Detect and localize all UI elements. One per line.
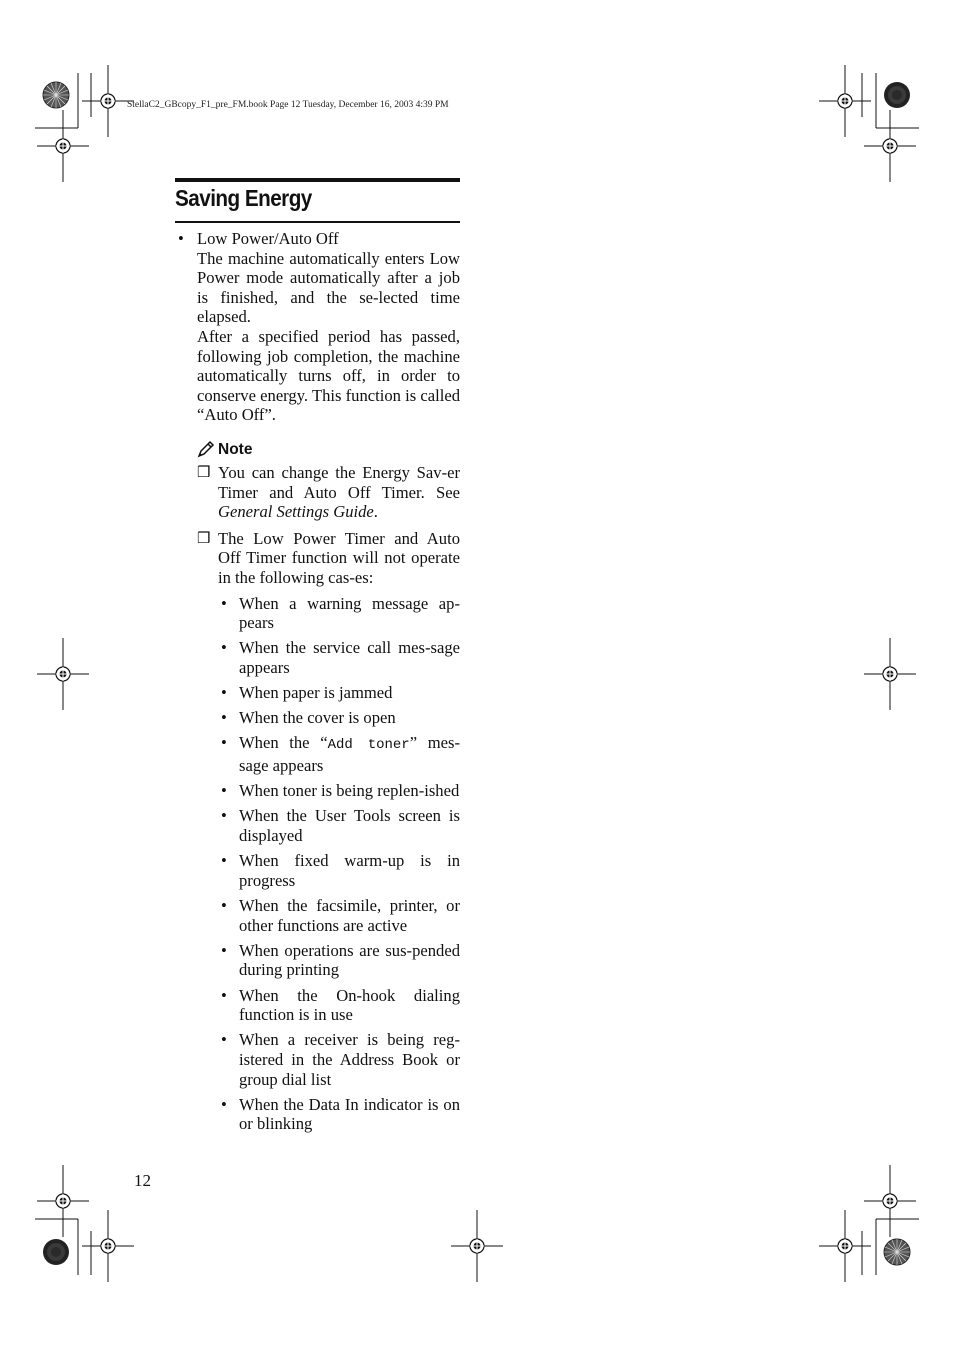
- bullet-dot: •: [221, 1094, 227, 1114]
- note-heading: [176, 439, 460, 461]
- case-text-end: ” mes-sage appears: [239, 733, 460, 776]
- list-item: [218, 594, 460, 633]
- list-item: [218, 941, 460, 980]
- list-item: [218, 896, 460, 935]
- bullet-dot: •: [221, 781, 227, 801]
- page-content: [176, 229, 460, 1139]
- case-text: When the User Tools screen is displayed: [239, 806, 460, 845]
- case-text: When toner is being replen-ished: [239, 781, 460, 801]
- list-item: [218, 806, 460, 845]
- section-title: Saving Energy: [175, 185, 312, 211]
- checkbox-icon: ❒: [197, 464, 211, 481]
- print-header: StellaC2_GBcopy_F1_pre_FM.book Page 12 Tuesday, December 16, 2003 4:39 PM: [127, 100, 449, 110]
- list-item: [218, 986, 460, 1025]
- bullet-dot: •: [221, 1030, 227, 1050]
- bullet-dot: •: [221, 593, 227, 613]
- list-item: [218, 683, 460, 703]
- title-rule-top: [175, 178, 460, 182]
- case-text: When the service call mes-sage appears: [239, 638, 460, 677]
- list-item: [218, 1030, 460, 1089]
- case-text: When the On-hook dialing function is in use: [239, 985, 460, 1025]
- page-number: 12: [134, 1171, 151, 1190]
- case-text: When the Data In indicator is on or blinking: [239, 1094, 460, 1134]
- note-item-1: [176, 463, 460, 522]
- case-text: When the “: [239, 733, 328, 753]
- checkbox-icon: ❒: [197, 530, 211, 547]
- case-list: [218, 594, 460, 1134]
- bullet-dot: •: [221, 895, 227, 915]
- case-text: When paper is jammed: [239, 683, 393, 703]
- list-item: [218, 1095, 460, 1134]
- bullet-dot: •: [221, 806, 227, 826]
- guide-reference: General Settings Guide: [218, 502, 374, 522]
- bullet-dot: •: [221, 851, 227, 871]
- item-paragraph-2: After a specified period has passed, following job completion, the machine automatically turns off, in order to conserve energy. This function is called “Auto Off”.: [197, 326, 460, 425]
- bullet-dot: •: [221, 708, 227, 728]
- note-label: Note: [218, 440, 253, 458]
- bullet-dot: •: [221, 985, 227, 1005]
- note-item-2-text: The Low Power Timer and Auto Off Timer function will not operate in the following cas-es:: [218, 528, 460, 587]
- case-text: When a receiver is being reg-istered in the Address Book or group dial list: [239, 1030, 460, 1089]
- bullet-dot: •: [178, 229, 184, 248]
- bullet-dot: •: [221, 940, 227, 960]
- case-text: When a warning message ap-pears: [239, 593, 460, 633]
- item-label: Low Power/Auto Off: [197, 229, 339, 248]
- case-text: When fixed warm-up is in progress: [239, 851, 460, 890]
- bullet-dot: •: [221, 638, 227, 658]
- list-item: [218, 733, 460, 775]
- bullet-dot: •: [221, 733, 227, 753]
- add-toner-message: Add toner: [327, 737, 410, 754]
- item-paragraph-1: The machine automatically enters Low Power mode automatically after a job is finished, and the se-lected time elapsed.: [197, 248, 460, 327]
- case-text: When operations are sus-pended during printing: [239, 940, 460, 980]
- list-item: [218, 781, 460, 801]
- note-item-1-text: You can change the Energy Sav-er Timer and Auto Off Timer. See: [218, 462, 460, 502]
- list-item: [218, 851, 460, 890]
- case-text: When the cover is open: [239, 708, 396, 728]
- note-item-2: [176, 529, 460, 1134]
- case-text: When the facsimile, printer, or other functions are active: [239, 895, 460, 935]
- note-item-1-end: .: [373, 502, 378, 522]
- pencil-icon: [197, 440, 215, 458]
- bullet-item-low-power: [176, 229, 460, 425]
- bullet-dot: •: [221, 683, 227, 703]
- title-rule-bottom: [175, 221, 460, 223]
- list-item: [218, 638, 460, 677]
- list-item: [218, 708, 460, 728]
